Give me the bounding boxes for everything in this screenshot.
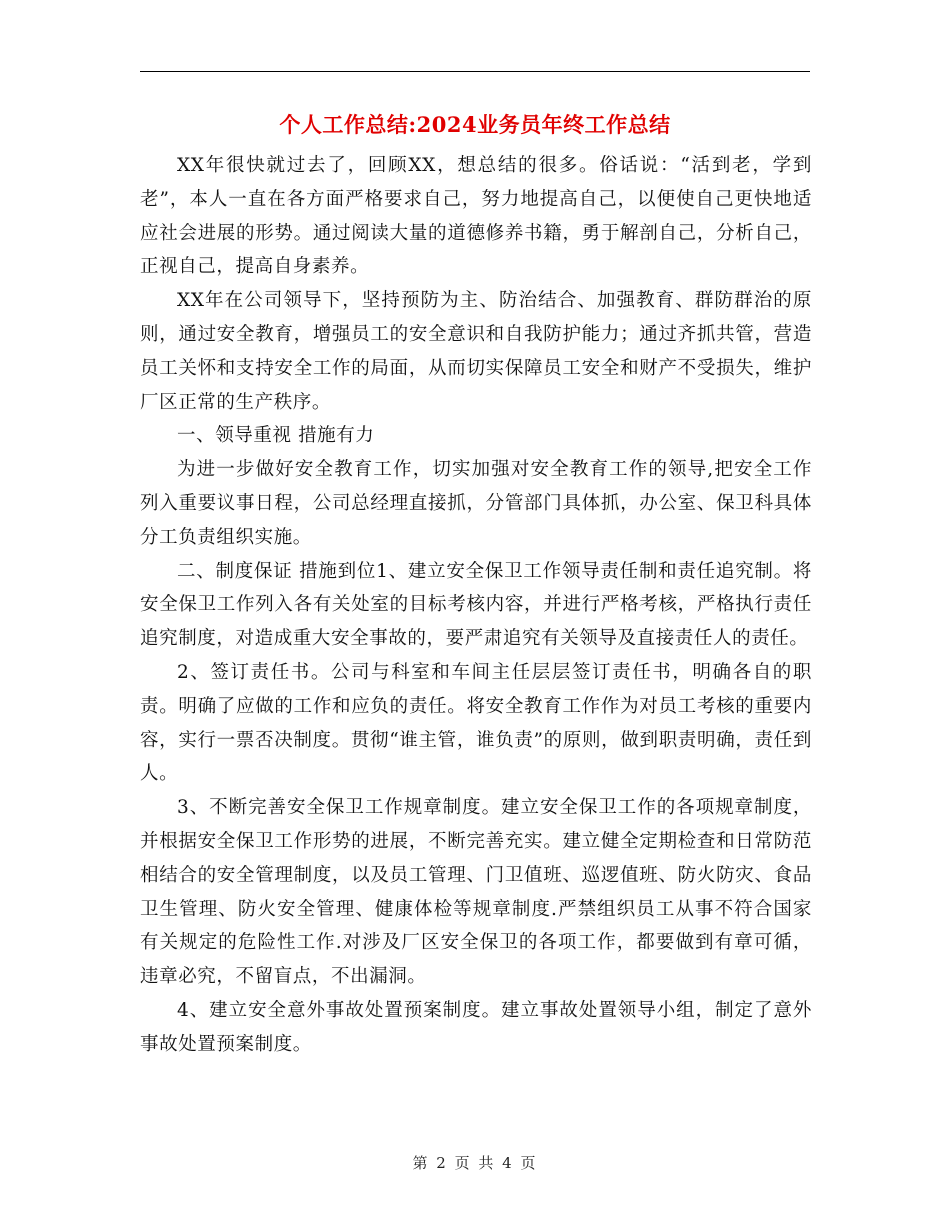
paragraph-overview: XX年在公司领导下，坚持预防为主、防治结合、加强教育、群防群治的原则，通过安全教育，增强员工的安全意识和自我防护能力；通过齐抓共管，营造员工关怀和支持安全工作的局面，从而切实保障员工安全和财产不受损失，维护厂区正常的生产秩序。	[140, 290, 812, 413]
document-body	[140, 149, 812, 1062]
paragraph-emergency-plan: 4、建立安全意外事故处置预案制度。建立事故处置领导小组，制定了意外事故处置预案制度。	[140, 999, 812, 1055]
paragraph-responsibility-letter: 2、签订责任书。公司与科室和车间主任层层签订责任书，明确各自的职责。明确了应做的工作和应负的责任。将安全教育工作作为对员工考核的重要内容，实行一票否决制度。贯彻“谁主管，谁负责”的原则，做到职责明确，责任到人。	[140, 661, 812, 785]
paragraph-intro: XX年很快就过去了，回顾XX，想总结的很多。俗话说：“活到老，学到老”，本人一直在各方面严格要求自己，努力地提高自己，以便使自己更快地适应社会进展的形势。通过阅读大量的道德修养书籍，勇于解剖自己，分析自己，正视自己，提高自身素养。	[140, 155, 812, 278]
document-title: 个人工作总结:2024业务员年终工作总结	[279, 112, 671, 137]
paragraph-leadership: 为进一步做好安全教育工作，切实加强对安全教育工作的领导,把安全工作列入重要议事日程，公司总经理直接抓，分管部门具体抓，办公室、保卫科具体分工负责组织实施。	[140, 459, 812, 548]
paragraph-rules: 3、不断完善安全保卫工作规章制度。建立安全保卫工作的各项规章制度，并根据安全保卫工作形势的进展，不断完善充实。建立健全定期检查和日常防范相结合的安全管理制度，以及员工管理、门卫值班、巡逻值班、防火防灾、食品卫生管理、防火安全管理、健康体检等规章制度.严禁组织员工从事不符合国家有关规定的危险性工作.对涉及厂区安全保卫的各项工作，都要做到有章可循，违章必究，不留盲点，不出漏洞。	[140, 797, 812, 988]
paragraph-system-guarantee: 二、制度保证 措施到位1、建立安全保卫工作领导责任制和责任追究制。将安全保卫工作列入各有关处室的目标考核内容，并进行严格考核，严格执行责任追究制度，对造成重大安全事故的，要严肃追究有关领导及直接责任人的责任。	[140, 560, 812, 650]
section-heading-leadership: 一、领导重视 措施有力	[177, 425, 375, 447]
header-rule	[140, 71, 810, 72]
page-number-footer: 第 2 页 共 4 页	[412, 1154, 538, 1172]
